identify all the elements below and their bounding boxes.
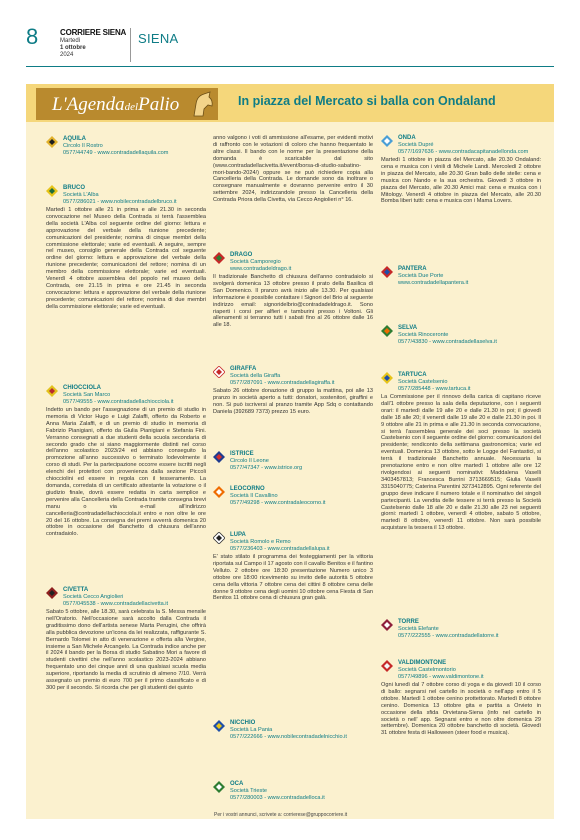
civetta-continued: anno valgono i voti di ammissione all'esame, per evidenti motivi di raffronto con le votazioni di coloro che hanno frequentato le altre classi. Il bando con le norme per la presentazione della domanda è scaricabile dal sito (www.contradadellacivetta.it/event/borsa-di-studio-sabatino-mori-bando-2024/) oppure se ne può richiedere copia alla Cancelleria della Contrada. Le domande sono da inoltrare o consegnare manualmente e dovranno pervenire entro il 30 settembre 2024, indirizzandole presso la Cancelleria della Contrada Priora della Civetta, via Cecco Angiolieri n° 16.	[213, 135, 373, 204]
entry-body: Il tradizionale Banchetto di chiusura dell'anno contradaiolo si svolgerà domenica 13 ottobre presso il prato della Basilica di San Domenico. Il pranzo avrà inizio alle 13.30. Per qualsiasi informazione è possibile contattare i Signori del Brio al seguente indirizzo email: signoridelbrio@contradadeldrago.it. Sono riaperti i corsi per alfieri e tamburini presso i Voltoni. Gli allenamenti si terranno tutti i sabati fino al 26 ottobre dalle 16 alle 18.	[213, 274, 373, 329]
entry-aquila	[46, 136, 206, 166]
issue-date	[60, 38, 86, 59]
entry-society: Società Cecco Angiolieri	[63, 594, 124, 600]
entry-name: AQUILA	[63, 136, 86, 142]
entry-society: Società La Pania	[230, 727, 273, 733]
entry-giraffa	[213, 366, 373, 426]
entry-nicchio	[213, 720, 373, 744]
section-title: SIENA	[138, 31, 179, 46]
entry-name: ONDA	[398, 135, 416, 141]
entry-name: CIVETTA	[63, 587, 89, 593]
entry-body: Martedì 1 ottobre in piazza del Mercato, alle 20.30 Ondaland: cena e musica con i vinili di Michele Landi. Mercoledì 2 ottobre in piazza del Mercato, alle 20.30 Gran ballo delle stelle: cena e musica con Nando e la sua orchestra. Giovedì 3 ottobre in piazza del Mercato, alle 20.30 Amici mai: cena e musica con i Mitology. Venerdì 4 ottobre in piazza del Mercato, alle 20.30 Bomba liberi tutti: cena e musica con i Mama Lovers.	[381, 157, 541, 205]
agenda-logo-box	[36, 88, 218, 120]
entry-bruco	[46, 185, 206, 375]
entry-torre	[381, 619, 541, 643]
entry-name: CHIOCCIOLA	[63, 385, 101, 391]
leocorno-flag-icon	[213, 486, 225, 498]
oca-flag-icon	[213, 781, 225, 793]
entry-name: ISTRICE	[230, 451, 254, 457]
aquila-flag-icon	[46, 136, 58, 148]
entry-contact: 0577/045538 - www.contradadellacivetta.it	[63, 601, 169, 607]
entry-body: Indetto un bando per l'assegnazione di un premio di studio in memoria di Victor Hugo e Luigi Zalaffi, offerto da Roberto e Anna Maria Zalaffi, e di un premio di studio in memoria di Fabrizio Pianigiani, offerto da Giulia Pianigiani e Stefania Fini. Verranno consegnati a due studenti della scuola secondaria di secondo grado che si siano maggiormente distinti nel corso dell'anno scolastico 2023/24 ed abbiano conseguito la promozione all'anno successivo o terminato lodevolmente il corso di studi. Per la partecipazione occorre essere iscritti negli elenchi dei protettori con provenienza dalla sezione Piccoli chiocciolini ed essere in regola con il tesseramento. La domanda, corredata di un certificato attestante la votazione o il giudizio finale, dovrà essere redatta in carta semplice e pervenire alla Cancelleria della Contrada tramite consegna brevi manu o via e-mail all'indirizzo cancelleria@contradadellachiocciola.it entro e non oltre le ore 20 del 16 ottobre. La consegna dei premi avverrà domenica 20 ottobre in occasione del Banchetto di chiusura dell'anno contradaiolo.	[46, 407, 206, 538]
entry-name: TARTUCA	[398, 372, 427, 378]
valdimontone-flag-icon	[381, 660, 393, 672]
entry-society: Società L'Alba	[63, 192, 99, 198]
entry-body: Sabato 5 ottobre, alle 18.30, sarà celebrata la S. Messa mensile nell'Oratorio. Nell'occasione sarà accolto dalla Contrada il graditissimo dono dell'artista senese Marta Perugini, che offrirà alla pubblica devozione un'icona da lei realizzata, raffigurante S. Bernardo Tolomei in atto di venerazione e offerta alla Vergine, insieme a San Michele Arcangelo. La Contrada indice anche per il 2024 il bando per la Borsa di studio Sabatino Mori a favore di studenti civettini che nell'anno scolastico 2023-2024 abbiano frequentato uno dei cinque anni di una qualsiasi scuola media superiore, riportando la media di scrutinio di almeno 7/10. Verrà assegnato un premio di euro 700 per il primo classificato e di 300 per il secondo. Si ricorda che per gli studenti dei quinto	[46, 609, 206, 691]
entry-body: Sabato 26 ottobre donazione di gruppo la mattina, poi alle 13 pranzo in società aperto a tutti: donatori, sostenitori, giraffini e non. Si può iscriversi al pranzo tramite App Sdq o contattando Daniela (392689 7373) prezzo 15 euro.	[213, 388, 373, 415]
agenda-banner	[26, 84, 554, 122]
agenda-logo-main: L'Agenda	[52, 94, 125, 115]
entry-society: Società San Marco	[63, 392, 111, 398]
entry-name: NICCHIO	[230, 720, 256, 726]
entry-body: La Commissione per il rinnovo della carica di capitano riceve dall'1 ottobre presso la sala della deputazione, con i seguenti orari: il martedì dalle 19 alle 20 e dalle 21.30 in poi; il giovedì dalle 18 alle 20; il venerdì dalle 19 alle 20 e dalle 21.30 in poi. Il 9 ottobre alle 21 in prima e alle 21.30 in seconda convocazione, si terrà l'assemblea generale dei soci presso la società Castelsenio con il seguente ordine del giorno: comunicazioni del presidente; rendiconto della settimana gastronomica; varie ed eventuali. Domenica 13 ottobre, sotto le Logge del Fantastici, si terrà il tradizionale Banchetto annuale. Necessaria la prenotazione entro e non oltre martedì 1 ottobre alle ore 12 rivolgendosi ai seguenti nominativi: Maddalena Vaselli 3403457813; Francesca Burrini 3713669515; Giulia Vaselli 3315040775; Caterina Parentini 3273412895. Ogni referente del gruppo deve indicare il numero totale e il nominativo dei singoli partecipanti. La vendita delle tessere si terrà presso la Società Castelsenio dalle 18 alle 20 e dalle 21.30 alle 23 nei seguenti giorni: martedì 1 ottobre, venerdì 4 ottobre, sabato 5 ottobre, martedì 8 ottobre, venerdì 11 ottobre. Non sarà possibile acquistare la tessera il 13 ottobre.	[381, 394, 541, 532]
agenda-logo-text	[52, 94, 179, 116]
entry-contact: 0577/47347 - www.istrice.org	[230, 465, 303, 471]
entry-society: Società Due Porte	[398, 273, 444, 279]
newspaper-logo: CORRIERE SIENA	[60, 28, 127, 37]
entry-civetta	[46, 587, 206, 812]
entry-society: Società Camporegio	[230, 259, 281, 265]
entry-contact: www.contradadeldrago.it	[230, 266, 292, 272]
entry-drago	[213, 252, 373, 352]
entry-name: GIRAFFA	[230, 366, 257, 372]
entry-contact: 0577/1697636 - www.contradacapitanadellonda.com	[398, 149, 529, 155]
entry-contact: www.contradadellapantera.it	[398, 280, 469, 286]
issue-date-main: 1 ottobre	[60, 45, 86, 51]
tartuca-flag-icon	[381, 372, 393, 384]
entry-chiocciola	[46, 385, 206, 585]
onda-flag-icon	[381, 135, 393, 147]
entry-contact: 0577/49555 - www.contradadellachiocciola.it	[63, 399, 174, 405]
horse-head-icon	[188, 90, 216, 118]
entry-istrice	[213, 451, 373, 475]
entry-contact: 0577/222666 - www.nobilecontradadelnicchio.it	[230, 734, 347, 740]
entry-name: TORRE	[398, 619, 419, 625]
entry-society: Società Dupré	[398, 142, 434, 148]
drago-flag-icon	[213, 252, 225, 264]
entry-name: OCA	[230, 781, 244, 787]
entry-name: LUPA	[230, 532, 246, 538]
entry-society: Società Elefante	[398, 626, 439, 632]
lupa-flag-icon	[213, 532, 225, 544]
entry-body: Martedì 1 ottobre alle 21 in prima e alle 21.30 in seconda convocazione nel Museo della Contrada si terrà l'assemblea della società L'Alba col seguente ordine del giorno: lettura e approvazione del verbale della riunione precedente; comunicazioni del presidente; nomina di cinque membri della commissione elettorale; varie ed eventuali. A seguire, sempre nel museo, consiglio generale della Contrada col seguente ordine del giorno: lettura e approvazione del verbale della riunione precedente; comunicazioni del rettore; nomina di un membro della commissione elettorale; varie ed eventuali. Venerdì 4 ottobre assemblea del popolo nel museo della Contrada, ore 21.15 in prima e ore 21.45 in seconda convocazione: lettura e approvazione del verbale della riunione precedente; comunicazioni del rettore; nomina di due membri della commissione elettorale; varie ed eventuali.	[46, 207, 206, 310]
entry-name: DRAGO	[230, 252, 253, 258]
entry-name: SELVA	[398, 325, 418, 331]
issue-day: Martedì	[60, 38, 81, 44]
issue-year: 2024	[60, 52, 74, 58]
entry-contact: 0577/287091 - www.contradadellagiraffa.it	[230, 380, 335, 386]
entry-contact: 0577/286021 - www.nobilecontradadelbruco.it	[63, 199, 177, 205]
bruco-flag-icon	[46, 185, 58, 197]
page-number: 8	[26, 24, 39, 49]
entry-pantera	[381, 266, 541, 290]
entry-society: Società Trieste	[230, 788, 267, 794]
chiocciola-flag-icon	[46, 385, 58, 397]
entry-name: PANTERA	[398, 266, 427, 272]
entry-society: Società Il Cavallino	[230, 493, 278, 499]
entry-contact: 0577/44749 - www.contradadellaquila.com	[63, 150, 169, 156]
torre-flag-icon	[381, 619, 393, 631]
entry-society: Società Castelmontorio	[398, 667, 456, 673]
entry-contact: 0577/236403 - www.contradadellalupa.it	[230, 546, 330, 552]
entry-contact: 0577/49298 - www.contradaleocorno.it	[230, 500, 326, 506]
agenda-headline: In piazza del Mercato si balla con Ondaland	[238, 94, 496, 108]
entry-selva	[381, 325, 541, 349]
entry-society: Circolo Il Rostro	[63, 143, 103, 149]
entry-society: Società Castelsenio	[398, 379, 448, 385]
istrice-flag-icon	[213, 451, 225, 463]
agenda-logo-del: del	[124, 101, 139, 113]
entry-contact: 0577/43830 - www.contradadellaselva.it	[398, 339, 497, 345]
entry-name: VALDIMONTONE	[398, 660, 447, 666]
entry-valdimontone	[381, 660, 541, 810]
entry-contact: 0577/285448 - www.tartuca.it	[398, 386, 471, 392]
entry-body: Ogni lunedì dal 7 ottobre corso di yoga e da giovedì 10 il corso di ballo: segnarsi nel cartello in società o nell'app entro il 5 ottobre. Martedì 1 ottobre cenino prottettorato. Martedì 8 ottobre cenino. Domenica 13 ottobre gita e partita a Orvieto in occasione della sfida Orvietana-Siena (info nel cartello in società o nell' app. Segnarsi entro e non oltre domenica 29 settembre). Domenica 20 ottobre banchetto di società. Giovedì 31 ottobre festa di Halloween (steer food e musica).	[381, 682, 541, 737]
entry-onda	[381, 135, 541, 245]
entry-society: Società Romolo e Remo	[230, 539, 291, 545]
entry-name: BRUCO	[63, 185, 85, 191]
entry-oca	[213, 781, 373, 805]
entry-society: Società della Giraffa	[230, 373, 281, 379]
entry-leocorno	[213, 486, 373, 510]
agenda-logo-palio: Palio	[138, 94, 180, 115]
header-divider	[130, 28, 131, 62]
civetta-flag-icon	[46, 587, 58, 599]
entry-name: LEOCORNO	[230, 486, 265, 492]
nicchio-flag-icon	[213, 720, 225, 732]
entry-tartuca	[381, 372, 541, 592]
entry-contact: 0577/280003 - www.contradadelloca.it	[230, 795, 325, 801]
selva-flag-icon	[381, 325, 393, 337]
entry-society: Circolo Il Leone	[230, 458, 269, 464]
pantera-flag-icon	[381, 266, 393, 278]
entry-contact: 0577/49896 - www.valdimontone.it	[398, 674, 484, 680]
entry-body: E' stato stilato il programma dei festeggiamenti per la vittoria riportata sul Campo il 17 agosto con il cavallo Benitos e il fantino Velluto. 2 ottobre ore 18:30 presentazione Numero unico 3 ottobre ore 18:00 ricevimento su invito delle autorità 5 ottobre cena della vittoria 7 ottobre cena dei cittini 8 ottobre cena delle donne 9 ottobre cena degli uomini 10 ottobre cena Fiesta di San Benitos 11 ottobre cena di chiusura gran galà.	[213, 554, 373, 602]
footer-contact: Per i vostri annunci, scrivete a: corrierese@gruppocorriere.it	[214, 812, 348, 818]
entry-contact: 0577/222555 - www.contradadellatorre.it	[398, 633, 499, 639]
header-rule	[26, 66, 554, 67]
giraffa-flag-icon	[213, 366, 225, 378]
entry-lupa	[213, 532, 373, 662]
entry-society: Società Rinoceronte	[398, 332, 449, 338]
